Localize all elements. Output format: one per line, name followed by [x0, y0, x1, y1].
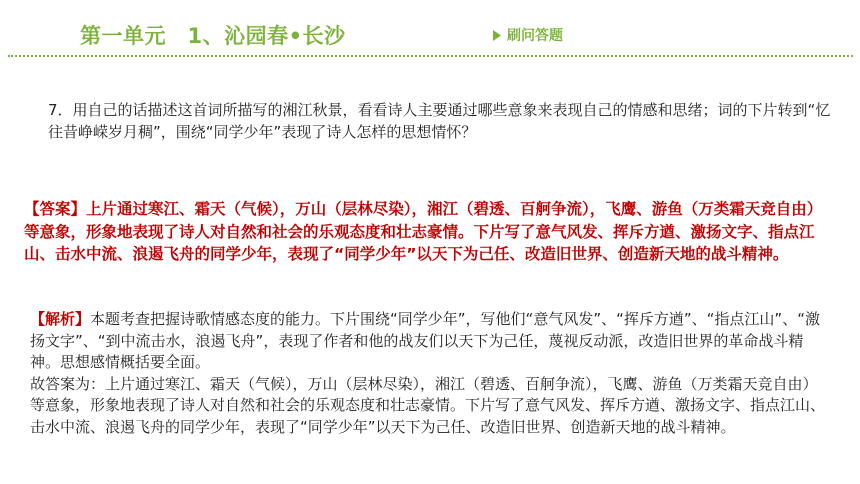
analysis-body: 本题考查把握诗歌情感态度的能力。下片围绕“同学少年”，写他们“意气风发”、“挥斥方遒”、“指点江山”、“激扬文字”、“到中流击水，浪遏飞舟”，表现了作者和他的战友们以天下为己任，蔑视反动派，改造旧世界的革命战斗精神。思想感情概括要全面。	[30, 310, 820, 371]
question-block	[48, 99, 838, 143]
question-text: 7．用自己的话描述这首词所描写的湘江秋景，看看诗人主要通过哪些意象来表现自己的情感和思绪；词的下片转到“忆往昔峥嵘岁月稠”，围绕“同学少年”表现了诗人怎样的思想情怀？	[48, 101, 831, 141]
header	[0, 0, 860, 60]
dotted-divider	[8, 55, 853, 57]
nav-button-label: 刷问答题	[507, 28, 563, 44]
page-title: 第一单元 1、沁园春•长沙	[80, 24, 346, 48]
analysis-paragraph	[30, 309, 830, 374]
answer-block	[24, 198, 829, 266]
answer-text: 【答案】上片通过寒江、霜天（气候），万山（层林尽染），湘江（碧透、百舸争流），飞鹰、游鱼（万类霜天竞自由）等意象，形象地表现了诗人对自然和社会的乐观态度和壮志豪情。下片写了意气风发、挥斥方遒、激扬文字、指点江山、击水中流、浪遏飞舟的同学少年，表现了“同学少年”以天下为己任、改造旧世界、创造新天地的战斗精神。	[24, 200, 823, 263]
analysis-label: 【解析】	[30, 310, 91, 328]
analysis-conclusion: 故答案为：上片通过寒江、霜天（气候），万山（层林尽染），湘江（碧透、百舸争流），飞鹰、游鱼（万类霜天竞自由）等意象，形象地表现了诗人对自然和社会的乐观态度和壮志豪情。下片写了意气风发、挥斥方遒、激扬文字、指点江山、击水中流、浪遏飞舟的同学少年，表现了“同学少年”以天下为己任、改造旧世界、创造新天地的战斗精神。	[30, 374, 826, 436]
play-triangle-icon	[493, 30, 501, 41]
shuawen-dati-button[interactable]	[493, 25, 563, 45]
analysis-block	[30, 309, 830, 438]
